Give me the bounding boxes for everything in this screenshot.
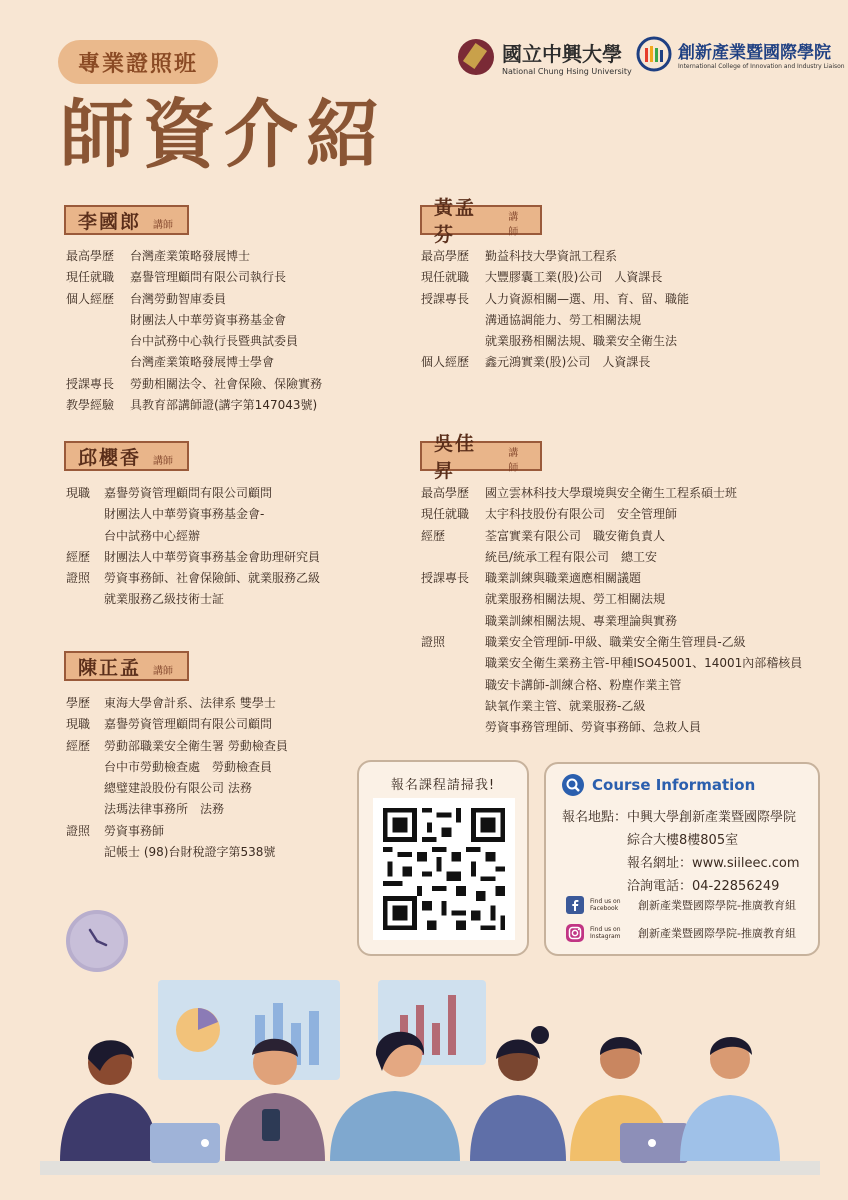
info-row — [421, 589, 802, 610]
info-row — [66, 547, 320, 568]
info-label: 證照 — [66, 823, 91, 838]
info-value: 溝通協調能力、勞工相關法規 — [485, 312, 642, 327]
info-value: 財團法人中華勞資事務基金會助理研究員 — [104, 549, 321, 564]
info-row — [421, 267, 689, 288]
page-title: 師資介紹 — [60, 92, 388, 178]
info-label — [66, 589, 104, 610]
info-row — [66, 267, 322, 288]
info-label: 證照 — [421, 635, 446, 650]
clock-hands — [70, 914, 124, 968]
course-website[interactable]: 報名網址：www.siileec.com — [562, 856, 800, 871]
info-value: 法瑪法律事務所 法務 — [104, 802, 225, 817]
info-value: 統邑/統承工程有限公司 總工安 — [485, 549, 658, 564]
info-value: 台中試務中心執行長暨典試委員 — [130, 334, 299, 349]
facebook-link[interactable] — [566, 896, 796, 914]
college-logo — [636, 36, 845, 72]
info-label — [66, 799, 104, 820]
qr-card — [357, 760, 529, 956]
info-value: 勤益科技大學資訊工程系 — [485, 249, 618, 263]
registration-qr-code[interactable] — [373, 798, 515, 940]
info-label: 現任就職 — [66, 270, 115, 285]
info-row — [421, 483, 802, 504]
info-row — [421, 717, 802, 738]
college-mark-icon — [636, 36, 672, 72]
info-label: 最高學歷 — [421, 249, 470, 263]
info-row — [421, 611, 802, 632]
info-value: 職安卡講師-訓練合格、粉塵作業主管 — [485, 677, 682, 692]
info-row — [66, 246, 322, 267]
info-label: 現任就職 — [421, 507, 470, 522]
info-value: 財團法人中華勞資事務基金會 — [130, 312, 287, 327]
info-label — [421, 675, 485, 696]
teacher-name-box — [64, 205, 189, 235]
info-row — [66, 310, 322, 331]
info-value: 勞動相關法令、社會保險、保險實務 — [130, 376, 323, 391]
info-row — [66, 483, 320, 504]
info-label: 授課專長 — [66, 376, 115, 391]
info-row — [66, 821, 288, 842]
info-row — [66, 589, 320, 610]
info-label: 現職 — [66, 486, 91, 500]
info-row — [66, 693, 288, 714]
teacher-role: 講師 — [153, 665, 174, 677]
info-value: 台中試務中心經辦 — [104, 528, 201, 543]
info-row — [421, 547, 802, 568]
info-value: 台灣勞動智庫委員 — [130, 291, 227, 306]
info-row — [421, 504, 802, 525]
info-label: 經歷 — [66, 549, 91, 564]
teacher-name-box — [64, 651, 189, 681]
info-value: 勞資事務管理師、勞資事務師、急救人員 — [485, 720, 702, 735]
info-row — [66, 526, 320, 547]
facebook-small-label: Find us on Facebook — [590, 898, 621, 912]
info-value: 具教育部講師證(講字第147043號) — [130, 398, 318, 413]
info-value: 太宇科技股份有限公司 安全管理師 — [485, 507, 678, 522]
info-label: 最高學歷 — [66, 249, 115, 263]
info-label — [421, 696, 485, 717]
nchu-logo — [458, 38, 632, 76]
info-row — [421, 526, 802, 547]
info-value: 台灣產業策略發展博士 — [130, 249, 251, 263]
info-value: 荃富實業有限公司 職安衛負責人 — [485, 528, 666, 543]
info-row — [66, 289, 322, 310]
teacher-name: 黃孟芬 — [434, 197, 477, 246]
info-row — [66, 374, 322, 395]
teacher-name: 吳佳昇 — [434, 433, 477, 482]
info-row — [421, 352, 689, 373]
info-value: 勞資事務師、社會保險師、就業服務乙級 — [104, 571, 321, 586]
instagram-text: 創新產業暨國際學院-推廣教育組 — [638, 927, 796, 940]
teacher-name-box — [64, 441, 189, 471]
info-value: 東海大學會計系、法律系 雙學士 — [104, 696, 276, 710]
info-label — [66, 310, 130, 331]
college-english-name: International College of Innovation and Industry Liaison — [678, 63, 845, 70]
info-row — [421, 331, 689, 352]
qr-caption: 報名課程請掃我! — [390, 778, 496, 793]
teacher-info — [421, 483, 802, 739]
info-label: 經歷 — [421, 528, 446, 543]
info-label: 個人經歷 — [421, 355, 470, 370]
info-value: 大豐膠囊工業(股)公司 人資課長 — [485, 270, 663, 285]
info-value: 台灣產業策略發展博士學會 — [130, 355, 275, 370]
teacher-name-box — [420, 433, 542, 482]
nchu-name: 國立中興大學 — [502, 42, 622, 66]
info-label — [421, 331, 485, 352]
info-value: 職業安全管理師-甲級、職業安全衛生管理員-乙級 — [485, 635, 746, 650]
info-value: 職業訓練與職業適應相關議題 — [485, 571, 642, 586]
info-value: 嘉譽管理顧問有限公司執行長 — [130, 270, 287, 285]
info-label — [421, 310, 485, 331]
course-location-room: 綜合大樓8樓805室 — [562, 833, 739, 848]
teacher-role: 講師 — [508, 448, 519, 474]
team-meeting-illustration — [40, 975, 820, 1185]
info-label: 現任就職 — [421, 270, 470, 285]
teacher-name: 李國郎 — [78, 210, 142, 233]
info-label — [66, 842, 104, 863]
info-value: 職業安全衛生業務主管-甲種ISO45001、14001內部稽核員 — [485, 656, 803, 671]
info-label: 授課專長 — [421, 571, 470, 586]
teacher-role: 講師 — [153, 455, 174, 467]
info-label — [421, 611, 485, 632]
course-info-title: Course Information — [592, 776, 756, 794]
info-row — [66, 331, 322, 352]
info-label: 學歷 — [66, 696, 91, 710]
teacher-name-box — [420, 197, 542, 246]
course-info-card — [544, 762, 820, 956]
teacher-role: 講師 — [153, 219, 174, 231]
info-value: 嘉譽勞資管理顧問有限公司顧問 — [104, 717, 273, 732]
info-row — [66, 714, 288, 735]
nchu-english-name: National Chung Hsing University — [502, 67, 632, 76]
info-value: 人力資源相關—選、用、育、留、職能 — [485, 291, 690, 306]
info-label: 個人經歷 — [66, 291, 115, 306]
info-row — [421, 632, 802, 653]
teacher-info — [66, 693, 288, 863]
instagram-icon — [566, 924, 584, 942]
instagram-link[interactable] — [566, 924, 796, 942]
info-label — [421, 589, 485, 610]
info-value: 缺氧作業主管、就業服務-乙級 — [485, 698, 646, 713]
info-label — [66, 352, 130, 373]
teacher-role: 講師 — [508, 212, 519, 238]
info-row — [421, 568, 802, 589]
info-label — [66, 778, 104, 799]
info-label — [421, 653, 485, 674]
course-details — [562, 806, 800, 898]
clock-icon — [66, 910, 128, 972]
info-row — [66, 736, 288, 757]
info-row — [66, 799, 288, 820]
info-value: 就業服務乙級技術士証 — [104, 592, 225, 607]
info-label: 授課專長 — [421, 291, 470, 306]
info-value: 就業服務相關法規、勞工相關法規 — [485, 592, 666, 607]
info-value: 鑫元鴻實業(股)公司 人資課長 — [485, 355, 651, 370]
info-row — [421, 696, 802, 717]
info-row — [66, 778, 288, 799]
teacher-name: 邱櫻香 — [78, 446, 142, 469]
teacher-info — [66, 246, 322, 416]
info-row — [421, 675, 802, 696]
info-row — [421, 246, 689, 267]
info-value: 勞資事務師 — [104, 823, 165, 838]
teacher-info — [421, 246, 689, 374]
info-label — [421, 717, 485, 738]
info-row — [421, 653, 802, 674]
teacher-info — [66, 483, 320, 611]
info-value: 嘉譽勞資管理顧問有限公司顧問 — [104, 486, 273, 500]
info-row — [66, 568, 320, 589]
facebook-icon — [566, 896, 584, 914]
info-row — [66, 352, 322, 373]
facebook-text: 創新產業暨國際學院-推廣教育組 — [638, 899, 796, 912]
info-value: 總璧建設股份有限公司 法務 — [104, 781, 252, 796]
info-label — [66, 757, 104, 778]
course-category-tag: 專業證照班 — [58, 40, 218, 84]
info-label: 教學經驗 — [66, 398, 115, 413]
nchu-seal-icon — [458, 39, 494, 75]
info-label: 最高學歷 — [421, 486, 470, 500]
info-label: 經歷 — [66, 738, 91, 753]
info-value: 台中市勞動檢查處 勞動檢查員 — [104, 759, 273, 774]
course-info-header — [562, 774, 755, 796]
info-label — [66, 504, 104, 525]
info-label — [421, 547, 485, 568]
info-label: 現職 — [66, 717, 91, 732]
course-location: 報名地點：中興大學創新產業暨國際學院 — [562, 810, 797, 825]
info-value: 記帳士 (98)台財稅證字第538號 — [104, 845, 276, 860]
info-row — [66, 395, 322, 416]
info-value: 職業訓練相關法規、專業理論與實務 — [485, 613, 678, 628]
info-value: 國立雲林科技大學環境與安全衛生工程系碩士班 — [485, 486, 738, 500]
info-row — [66, 757, 288, 778]
course-phone: 洽詢電話：04-22856249 — [562, 879, 780, 894]
info-value: 財團法人中華勞資事務基金會- — [104, 507, 265, 522]
info-row — [421, 310, 689, 331]
info-value: 就業服務相關法規、職業安全衛生法 — [485, 334, 678, 349]
college-name: 創新產業暨國際學院 — [678, 43, 831, 63]
info-label: 證照 — [66, 571, 91, 586]
info-row — [421, 289, 689, 310]
info-row — [66, 504, 320, 525]
info-label — [66, 526, 104, 547]
search-icon — [562, 774, 584, 796]
instagram-small-label: Find us on Instagram — [590, 926, 621, 940]
info-label — [66, 331, 130, 352]
teacher-name: 陳正孟 — [78, 656, 142, 679]
info-value: 勞動部職業安全衛生署 勞動檢查員 — [104, 738, 288, 753]
info-row — [66, 842, 288, 863]
